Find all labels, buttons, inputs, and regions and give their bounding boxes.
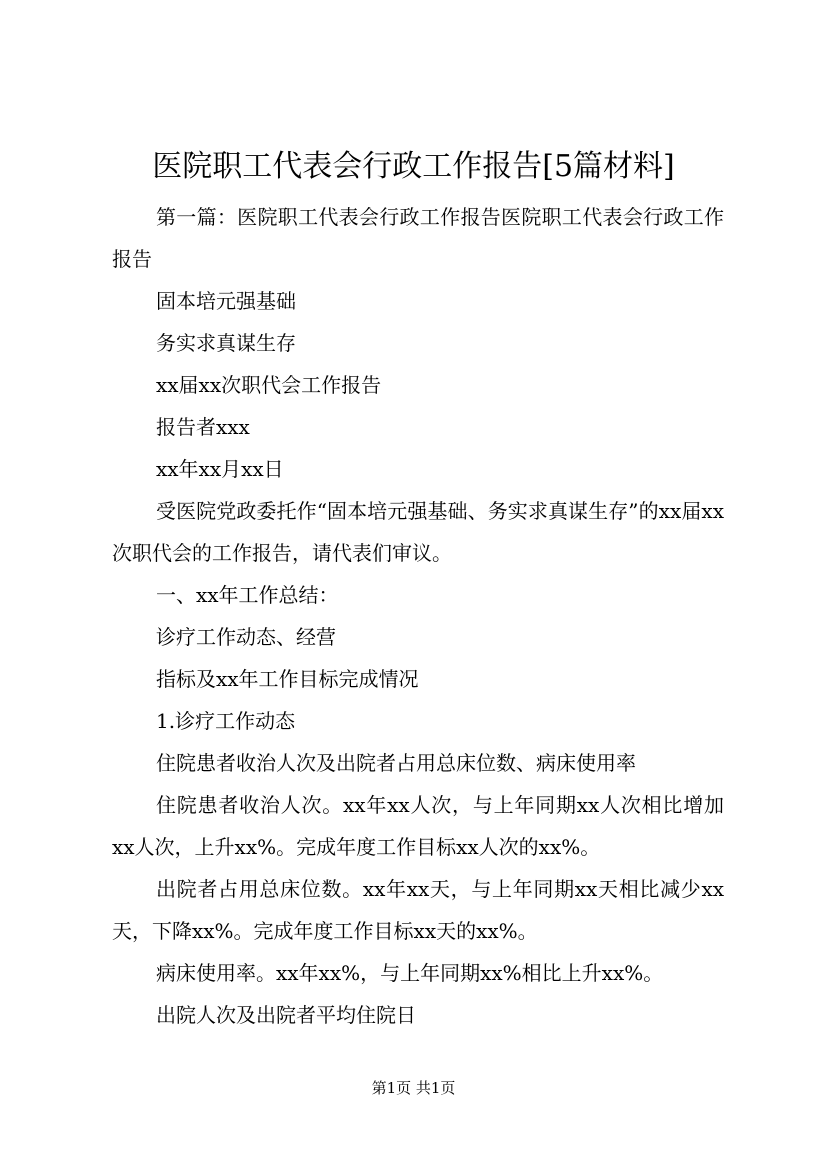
- paragraph-subheading-1: 诊疗工作动态、经营: [156, 625, 336, 649]
- paragraph-bed-usage: 病床使用率。xx年xx%，与上年同期xx%相比上升xx%。: [156, 961, 664, 985]
- page-footer: 第1页 共1页: [371, 1079, 456, 1097]
- paragraph-reporter: 报告者xxx: [156, 415, 250, 439]
- paragraph-slogan-1: 固本培元强基础: [156, 289, 296, 313]
- paragraph-heading-part-one: 第一篇：医院职工代表会行政工作报告医院职工代表会行政工作报告: [112, 205, 724, 271]
- paragraph-intro: 受医院党政委托作“固本培元强基础、务实求真谋生存”的xx届xx次职代会的工作报告，请代表们审议。: [112, 499, 724, 565]
- paragraph-report-name: xx届xx次职代会工作报告: [156, 373, 382, 397]
- paragraph-bed-days: 出院者占用总床位数。xx年xx天，与上年同期xx天相比减少xx天，下降xx%。完成年度工作目标xx天的xx%。: [112, 877, 724, 943]
- document-body: [112, 196, 724, 1036]
- paragraph-date: xx年xx月xx日: [156, 457, 284, 481]
- paragraph-section-heading: 一、xx年工作总结：: [156, 583, 339, 607]
- document-title: 医院职工代表会行政工作报告[5篇材料]: [152, 149, 675, 184]
- paragraph-admissions: 住院患者收治人次。xx年xx人次，与上年同期xx人次相比增加xx人次，上升xx%。完成年度工作目标xx人次的xx%。: [112, 793, 724, 859]
- paragraph-metrics-heading: 住院患者收治人次及出院者占用总床位数、病床使用率: [156, 751, 636, 775]
- paragraph-slogan-2: 务实求真谋生存: [156, 331, 296, 355]
- paragraph-subheading-2: 指标及xx年工作目标完成情况: [156, 667, 419, 691]
- paragraph-item-heading: 1.诊疗工作动态: [156, 709, 296, 733]
- paragraph-discharges: 出院人次及出院者平均住院日: [156, 1003, 416, 1027]
